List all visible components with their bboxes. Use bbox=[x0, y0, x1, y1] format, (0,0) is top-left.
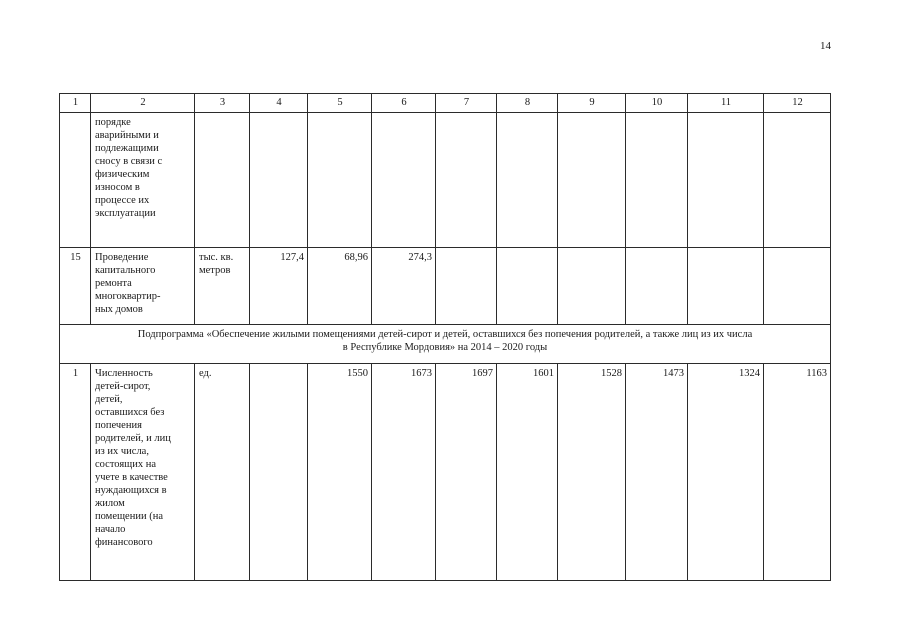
row-number: 1 bbox=[60, 364, 91, 581]
value-cell bbox=[372, 113, 436, 248]
header-cell-4: 4 bbox=[250, 94, 308, 113]
indicator-name: Проведение капитального ремонта многоквартир- ных домов bbox=[91, 248, 195, 325]
value-cell bbox=[308, 113, 372, 248]
value-cell: 68,96 bbox=[308, 248, 372, 325]
subprogram-title: Подпрограмма «Обеспечение жилыми помещениями детей-сирот и детей, оставшихся без попечения родителей, а также лиц из их числа в Республике Мордовия» на 2014 – 2020 годы bbox=[60, 325, 831, 364]
subprogram-row bbox=[60, 325, 831, 364]
value-cell bbox=[626, 248, 688, 325]
value-cell: 1324 bbox=[688, 364, 764, 581]
header-cell-12: 12 bbox=[764, 94, 831, 113]
header-row bbox=[60, 94, 831, 113]
row-number: 15 bbox=[60, 248, 91, 325]
value-cell bbox=[250, 113, 308, 248]
value-cell bbox=[688, 113, 764, 248]
value-cell bbox=[436, 248, 497, 325]
value-cell: 274,3 bbox=[372, 248, 436, 325]
unit-cell: тыс. кв. метров bbox=[195, 248, 250, 325]
value-cell bbox=[626, 113, 688, 248]
header-cell-5: 5 bbox=[308, 94, 372, 113]
header-cell-8: 8 bbox=[497, 94, 558, 113]
indicator-name: Численность детей-сирот, детей, оставшихся без попечения родителей, и лиц из их числа, состоящих на учете в качестве нуждающихся в жилом помещении (на начало финансового bbox=[91, 364, 195, 581]
value-cell: 127,4 bbox=[250, 248, 308, 325]
header-cell-9: 9 bbox=[558, 94, 626, 113]
table-row bbox=[60, 113, 831, 248]
header-cell-6: 6 bbox=[372, 94, 436, 113]
table-row bbox=[60, 248, 831, 325]
value-cell: 1601 bbox=[497, 364, 558, 581]
table-row bbox=[60, 364, 831, 581]
indicator-name: порядке аварийными и подлежащими сносу в связи с физическим износом в процессе их эксплуатации bbox=[91, 113, 195, 248]
value-cell: 1673 bbox=[372, 364, 436, 581]
value-cell bbox=[497, 113, 558, 248]
value-cell bbox=[558, 113, 626, 248]
value-cell bbox=[764, 113, 831, 248]
value-cell bbox=[558, 248, 626, 325]
value-cell: 1550 bbox=[308, 364, 372, 581]
value-cell: 1528 bbox=[558, 364, 626, 581]
header-cell-10: 10 bbox=[626, 94, 688, 113]
value-cell bbox=[436, 113, 497, 248]
header-cell-7: 7 bbox=[436, 94, 497, 113]
header-cell-2: 2 bbox=[91, 94, 195, 113]
header-cell-11: 11 bbox=[688, 94, 764, 113]
value-cell: 1473 bbox=[626, 364, 688, 581]
page-number: 14 bbox=[820, 40, 831, 52]
unit-cell: ед. bbox=[195, 364, 250, 581]
value-cell bbox=[764, 248, 831, 325]
header-cell-3: 3 bbox=[195, 94, 250, 113]
indicators-table bbox=[59, 93, 831, 581]
value-cell bbox=[250, 364, 308, 581]
value-cell bbox=[497, 248, 558, 325]
value-cell: 1163 bbox=[764, 364, 831, 581]
value-cell bbox=[688, 248, 764, 325]
value-cell: 1697 bbox=[436, 364, 497, 581]
header-cell-1: 1 bbox=[60, 94, 91, 113]
row-number bbox=[60, 113, 91, 248]
unit-cell bbox=[195, 113, 250, 248]
